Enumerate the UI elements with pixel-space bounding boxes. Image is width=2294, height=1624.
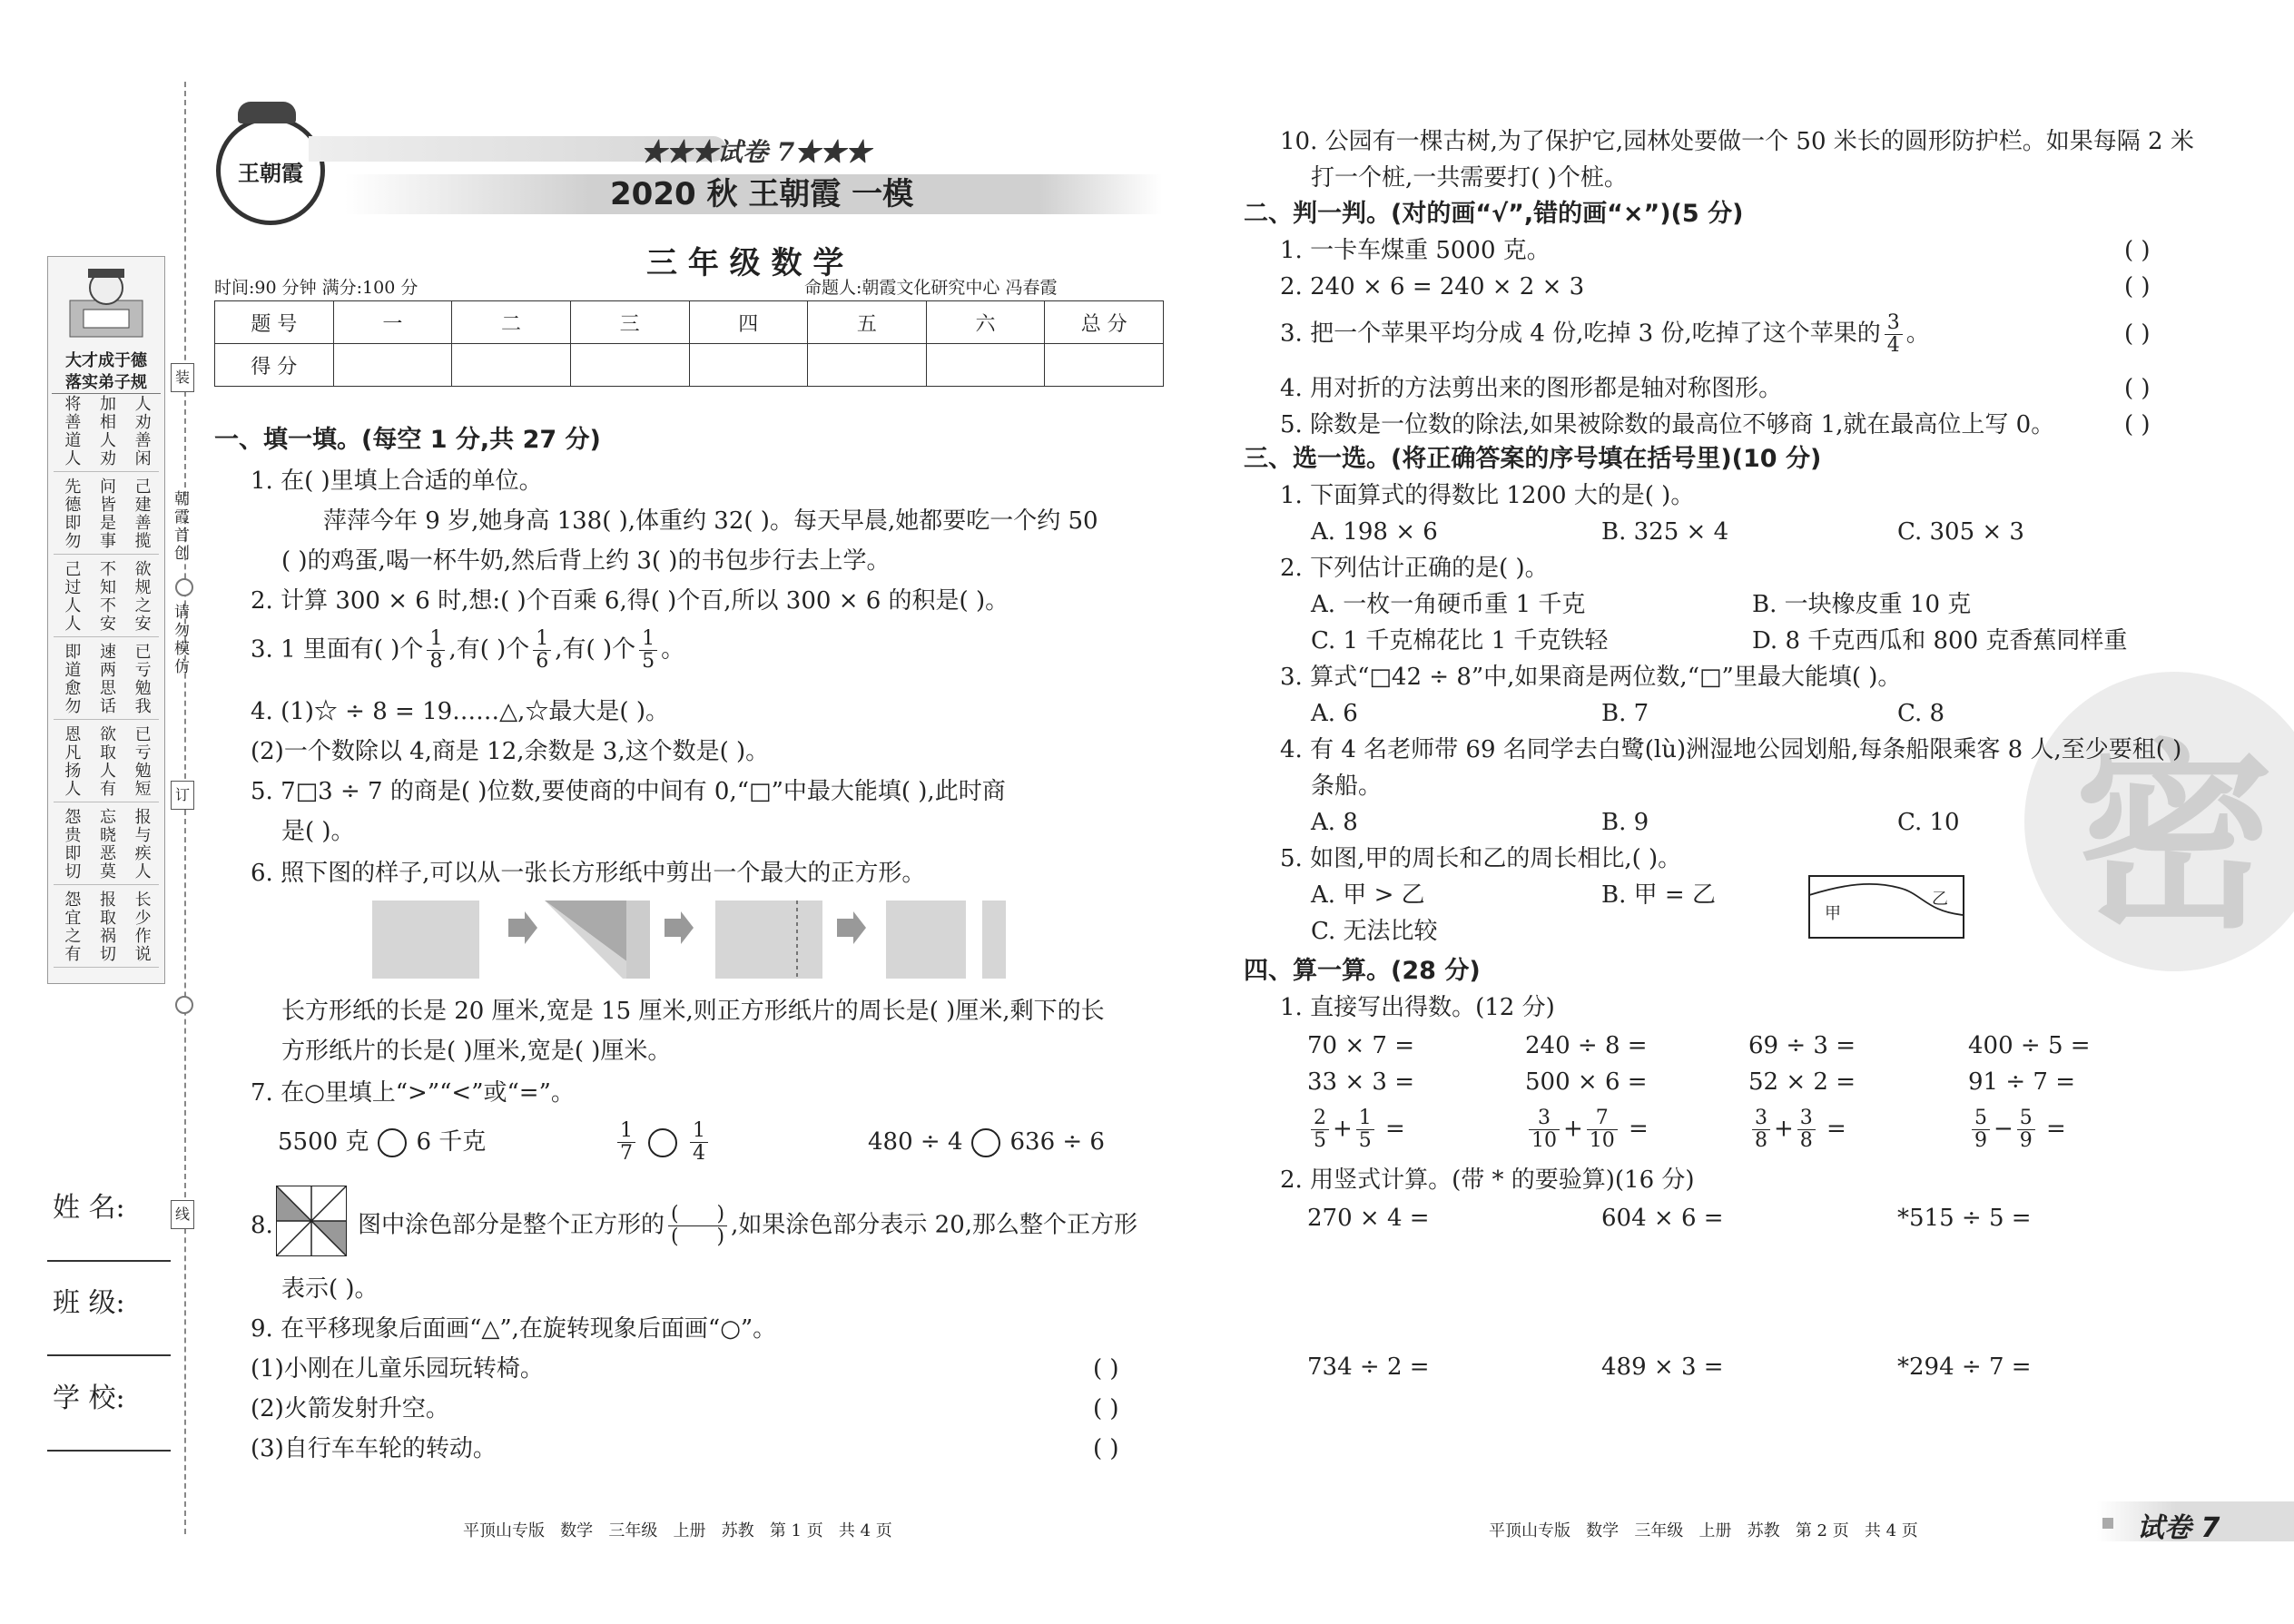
p1-q9: 9. 在平移现象后面画“△”,在旋转现象后面画“○”。 xyxy=(251,1315,777,1343)
fraction-problem xyxy=(1307,1107,1405,1152)
p3-q5-opt-b[interactable]: B. 甲 = 乙 xyxy=(1601,881,1716,909)
p1-q5a: 5. 7□3 ÷ 7 的商是( )位数,要使商的中间有 0,“□”中最大能填( ),此时商 xyxy=(251,778,1006,805)
p3-q3-opt-b[interactable]: B. 7 xyxy=(1601,700,1649,727)
p3-q3-opt-c[interactable]: C. 8 xyxy=(1897,700,1945,727)
motto-group xyxy=(54,891,159,968)
fraction: $\frac{3}{10}$ xyxy=(1529,1107,1560,1152)
q6-cutting-figure xyxy=(372,901,1008,980)
p1-q9-item1: (1)小刚在儿童乐园玩转椅。 xyxy=(251,1355,544,1383)
equals-sign: = xyxy=(1620,1115,1649,1143)
p1-q6b: 方形纸片的长是( )厘米,宽是( )厘米。 xyxy=(281,1038,672,1065)
motto-column: 将善道人 xyxy=(62,395,82,468)
fraction-problem xyxy=(1968,1107,2066,1152)
part3-heading: 三、选一选。(将正确答案的序号填在括号里)(10 分) xyxy=(1244,445,1822,473)
score-table-header-cell: 二 xyxy=(452,301,571,344)
motto-column: 人劝善闲 xyxy=(132,395,152,468)
p1-q2: 2. 计算 300 × 6 时,想:( )个百乘 6,得( )个百,所以 300 × 6 的积是( )。 xyxy=(251,587,1009,615)
score-table-header-cell: 总 分 xyxy=(1045,301,1164,344)
p3-q3-opt-a[interactable]: A. 6 xyxy=(1311,700,1358,727)
seal-text-1: 朝霞首创 xyxy=(171,490,189,563)
motto-column: 先德即勿 xyxy=(62,477,82,550)
fraction: $\frac{1}{6}$ xyxy=(533,628,551,673)
paper-number: ★★★试卷 7★★★ xyxy=(641,137,871,167)
p3-q2-opt-c[interactable]: C. 1 千克棉花比 1 千克铁轻 xyxy=(1311,627,1609,655)
motto-column: 怨贵即切 xyxy=(62,808,82,881)
motto-group xyxy=(54,560,159,637)
answer-paren[interactable]: ( ) xyxy=(1093,1355,1119,1383)
p3-q4a: 4. 有 4 名老师带 69 名同学去白鹭(lù)洲湿地公园划船,每条船限乘客 8 人,至少要租( ) xyxy=(1280,736,2182,763)
corner-squares-icon xyxy=(2102,1518,2113,1529)
column-calc-problem: 604 × 6 = xyxy=(1601,1205,1724,1232)
operator: − xyxy=(1994,1115,2013,1143)
cut-mark-3: 线 xyxy=(171,1200,194,1229)
exam-title: 2020 秋 王朝霞 一模 xyxy=(610,176,914,212)
p1-q7-item3: 480 ÷ 4 636 ÷ 6 xyxy=(868,1128,1105,1156)
q5-perimeter-figure xyxy=(1808,875,1964,939)
p1-q4b: (2)一个数除以 4,商是 12,余数是 3,这个数是( )。 xyxy=(251,738,770,765)
motto-column: 加相人劝 xyxy=(96,395,116,468)
equals-sign: = xyxy=(2038,1115,2066,1143)
score-cell[interactable] xyxy=(1045,344,1164,387)
score-cell[interactable] xyxy=(926,344,1045,387)
p3-q1-opt-c[interactable]: C. 305 × 3 xyxy=(1897,518,2024,546)
school-field[interactable] xyxy=(47,1450,171,1452)
motto-column: 已亏勉短 xyxy=(132,725,152,798)
answer-paren[interactable]: ( ) xyxy=(2124,273,2151,300)
score-table-header-cell: 题 号 xyxy=(215,301,334,344)
seal-circle-icon xyxy=(175,578,193,596)
footer-tab xyxy=(2097,1501,2294,1544)
score-table-header-cell: 五 xyxy=(808,301,927,344)
fraction: $\frac{2}{5}$ xyxy=(1311,1107,1329,1152)
answer-paren[interactable]: ( ) xyxy=(1093,1395,1119,1422)
math-problem: 69 ÷ 3 = xyxy=(1748,1032,1856,1059)
score-table-header-cell: 四 xyxy=(689,301,808,344)
score-cell[interactable] xyxy=(333,344,452,387)
p3-q3: 3. 算式“□42 ÷ 8”中,如果商是两位数,“□”里最大能填( )。 xyxy=(1280,664,1902,691)
score-table-header-row xyxy=(215,301,1164,344)
fraction-blank[interactable]: $\frac{( )}{( )}$ xyxy=(668,1204,727,1248)
p1-q3: 3. 1 里面有( )个 $\frac{1}{8}$ ,有( )个 $\frac{1}{6}$ ,有( )个 $\frac{1}{5}$ 。 xyxy=(251,627,685,673)
answer-paren[interactable]: ( ) xyxy=(1093,1435,1119,1462)
column-calc-problem: 489 × 3 = xyxy=(1601,1353,1724,1381)
name-label: 姓 名: xyxy=(53,1192,125,1224)
seal-circle-icon xyxy=(175,996,193,1014)
score-table-header-cell: 三 xyxy=(570,301,689,344)
fraction-problem xyxy=(1525,1107,1649,1152)
motto-column: 恩凡扬人 xyxy=(62,725,82,798)
p1-q1-text-a: 萍萍今年 9 岁,她身高 138( ),体重约 32( )。每天早晨,她都要吃一个约 50 xyxy=(323,507,1098,535)
p4-q1: 1. 直接写出得数。(12 分) xyxy=(1280,994,1555,1021)
motto-sub: 落实弟子规 xyxy=(52,369,161,394)
operator: + xyxy=(1563,1115,1583,1143)
p1-q10a: 10. 公园有一棵古树,为了保护它,园林处要做一个 50 米长的圆形防护栏。如果每隔 2 米 xyxy=(1280,128,2194,155)
math-problem: 52 × 2 = xyxy=(1748,1068,1856,1096)
author-info: 命题人:朝霞文化研究中心 冯春霞 xyxy=(804,278,1058,298)
answer-paren[interactable]: ( ) xyxy=(2124,375,2151,402)
motto-column: 报取祸切 xyxy=(96,891,116,963)
p2-item5: 5. 除数是一位数的除法,如果被除数的最高位不够商 1,就在最高位上写 0。 xyxy=(1280,411,2055,438)
column-calc-problem: 734 ÷ 2 = xyxy=(1307,1353,1430,1381)
brand-logo xyxy=(216,116,325,225)
p3-q2-opt-b[interactable]: B. 一块橡皮重 10 克 xyxy=(1752,591,1972,618)
motto-column: 即道愈勿 xyxy=(62,643,82,715)
time-info: 时间:90 分钟 满分:100 分 xyxy=(214,278,418,298)
class-field[interactable] xyxy=(47,1354,171,1356)
logo-text: 王朝霞 xyxy=(238,159,303,186)
fraction: $\frac{1}{8}$ xyxy=(427,628,445,673)
p1-q9-item3: (3)自行车车轮的转动。 xyxy=(251,1435,497,1462)
math-problem: 500 × 6 = xyxy=(1525,1068,1648,1096)
motto-group xyxy=(54,725,159,802)
name-field[interactable] xyxy=(47,1260,171,1262)
p1-q1-text-b: ( )的鸡蛋,喝一杯牛奶,然后背上约 3( )的书包步行去上学。 xyxy=(281,547,891,575)
p1-q8-number: 8. xyxy=(251,1212,273,1239)
fig-label-yi: 乙 xyxy=(1932,890,1948,909)
p4-q2: 2. 用竖式计算。(带 * 的要验算)(16 分) xyxy=(1280,1166,1695,1194)
part1-heading: 一、填一填。(每空 1 分,共 27 分) xyxy=(214,426,601,454)
p3-q4-opt-b[interactable]: B. 9 xyxy=(1601,809,1649,836)
school-label: 学 校: xyxy=(53,1383,125,1414)
cut-mark-1: 装 xyxy=(171,363,194,392)
score-table xyxy=(214,300,1164,387)
p1-q8-text: 图中涂色部分是整个正方形的 $\frac{( )}{( )}$ ,如果涂色部分表示 20,那么整个正方形 xyxy=(358,1203,1138,1248)
p1-q7-item1: 5500 克 6 千克 xyxy=(278,1128,487,1156)
p3-q4-opt-c[interactable]: C. 10 xyxy=(1897,809,1960,836)
p1-q8d: 表示( )。 xyxy=(281,1275,379,1303)
math-problem: 240 ÷ 8 = xyxy=(1525,1032,1648,1059)
fraction: $\frac{3}{8}$ xyxy=(1752,1107,1770,1152)
score-table-header-cell: 一 xyxy=(333,301,452,344)
p3-q1: 1. 下面算式的得数比 1200 大的是( )。 xyxy=(1280,482,1695,509)
column-calc-problem: *515 ÷ 5 = xyxy=(1897,1205,2032,1232)
part2-heading: 二、判一判。(对的画“√”,错的画“×”)(5 分) xyxy=(1244,200,1744,228)
motto-group xyxy=(54,643,159,720)
compare-circle-blank[interactable] xyxy=(971,1128,1000,1157)
fraction: $\frac{5}{9}$ xyxy=(1972,1107,1990,1152)
math-problem: 70 × 7 = xyxy=(1307,1032,1414,1059)
p3-q2-opt-d[interactable]: D. 8 千克西瓜和 800 克香蕉同样重 xyxy=(1752,627,2128,655)
score-table-header-cell: 六 xyxy=(926,301,1045,344)
p1-q1: 1. 在( )里填上合适的单位。 xyxy=(251,468,543,495)
p2-item2: 2. 240 × 6 = 240 × 2 × 3 xyxy=(1280,273,1585,300)
p1-q6: 6. 照下图的样子,可以从一张长方形纸中剪出一个最大的正方形。 xyxy=(251,860,926,887)
p3-q1-opt-b[interactable]: B. 325 × 4 xyxy=(1601,518,1729,546)
motto-group xyxy=(54,808,159,885)
answer-paren[interactable]: ( ) xyxy=(2124,411,2151,438)
score-cell[interactable] xyxy=(570,344,689,387)
fraction: $\frac{1}{5}$ xyxy=(639,628,657,673)
motto-column: 已亏勉我 xyxy=(132,643,152,715)
motto-column: 怨宜之有 xyxy=(62,891,82,963)
scholar-illustration xyxy=(61,264,152,346)
motto-title: 大才成于德 xyxy=(65,351,147,370)
p3-q4-opt-a[interactable]: A. 8 xyxy=(1311,809,1358,836)
p2-item3: 3. 把一个苹果平均分成 4 份,吃掉 3 份,吃掉了这个苹果的 $\frac{3}{4}$ 。 xyxy=(1280,311,1930,357)
motto-column: 长少作说 xyxy=(132,891,152,963)
answer-paren[interactable]: ( ) xyxy=(2124,237,2151,264)
p3-q5-opt-a[interactable]: A. 甲 > 乙 xyxy=(1311,881,1425,909)
watermark-seal xyxy=(2024,672,2294,971)
fig-label-jia: 甲 xyxy=(1825,904,1841,923)
answer-paren[interactable]: ( ) xyxy=(2124,320,2151,348)
p3-q1-opt-a[interactable]: A. 198 × 6 xyxy=(1311,518,1438,546)
column-calc-problem: *294 ÷ 7 = xyxy=(1897,1353,2032,1381)
equals-sign: = xyxy=(1818,1115,1846,1143)
footer-tab-label: 试卷 7 xyxy=(2137,1512,2220,1544)
class-label: 班 级: xyxy=(53,1287,125,1319)
fraction: $\frac{5}{9}$ xyxy=(2017,1107,2035,1152)
fraction-problem xyxy=(1748,1107,1846,1152)
p1-q6a: 长方形纸的长是 20 厘米,宽是 15 厘米,则正方形纸片的周长是( )厘米,剩下的长 xyxy=(281,998,1105,1025)
motto-columns xyxy=(54,395,159,976)
motto-column: 己建善揽 xyxy=(132,477,152,550)
motto-box xyxy=(47,256,165,984)
footer-right: 平顶山专版 数学 三年级 上册 苏教 第 2 页 共 4 页 xyxy=(1489,1521,1918,1540)
fraction: $\frac{3}{8}$ xyxy=(1797,1107,1816,1152)
motto-group xyxy=(54,477,159,555)
p3-q5-opt-c[interactable]: C. 无法比较 xyxy=(1311,918,1438,945)
motto-column: 欲规之安 xyxy=(132,560,152,633)
subject-title: 三 年 级 数 学 xyxy=(646,245,844,281)
logo-crown-icon xyxy=(238,102,296,123)
fraction: $\frac{7}{10}$ xyxy=(1587,1107,1618,1152)
column-calc-problem: 270 × 4 = xyxy=(1307,1205,1430,1232)
math-problem: 91 ÷ 7 = xyxy=(1968,1068,2075,1096)
motto-column: 欲取人有 xyxy=(96,725,116,798)
p1-q5b: 是( )。 xyxy=(281,818,355,845)
compare-circle-blank[interactable] xyxy=(648,1128,677,1157)
p1-q7: 7. 在○里填上“>”“<”或“=”。 xyxy=(251,1079,575,1107)
motto-column: 忘晓恶莫 xyxy=(96,808,116,881)
score-cell[interactable] xyxy=(689,344,808,387)
cut-mark-2: 订 xyxy=(171,781,194,810)
operator: + xyxy=(1333,1115,1353,1143)
score-table-score-row xyxy=(215,344,1164,387)
motto-column: 报与疾人 xyxy=(132,808,152,881)
motto-column: 己过人人 xyxy=(62,560,82,633)
math-problem: 400 ÷ 5 = xyxy=(1968,1032,2091,1059)
p2-item1: 1. 一卡车煤重 5000 克。 xyxy=(1280,237,1551,264)
part4-heading: 四、算一算。(28 分) xyxy=(1244,957,1481,985)
motto-group xyxy=(54,395,159,472)
q8-square-figure xyxy=(276,1186,347,1256)
footer-left: 平顶山专版 数学 三年级 上册 苏教 第 1 页 共 4 页 xyxy=(463,1521,892,1540)
motto-column: 问皆是事 xyxy=(96,477,116,550)
equals-sign: = xyxy=(1377,1115,1405,1143)
score-row-label: 得 分 xyxy=(215,344,334,387)
score-cell[interactable] xyxy=(452,344,571,387)
p3-q5: 5. 如图,甲的周长和乙的周长相比,( )。 xyxy=(1280,845,1682,872)
score-cell[interactable] xyxy=(808,344,927,387)
p3-q2: 2. 下列估计正确的是( )。 xyxy=(1280,555,1549,582)
p1-q4a: 4. (1)☆ ÷ 8 = 19……△,☆最大是( )。 xyxy=(251,698,669,725)
motto-column: 不知不安 xyxy=(96,560,116,633)
motto-column: 速两思话 xyxy=(96,643,116,715)
seal-text-2: 请勿模仿 xyxy=(171,604,189,676)
watermark-text: 密 xyxy=(2073,723,2274,955)
p1-q10b: 打一个桩,一共需要打( )个桩。 xyxy=(1311,164,1628,192)
p2-item4: 4. 用对折的方法剪出来的图形都是轴对称图形。 xyxy=(1280,375,1783,402)
fraction: $\frac{1}{5}$ xyxy=(1356,1107,1374,1152)
p3-q4b: 条船。 xyxy=(1311,773,1383,800)
p3-q2-opt-a[interactable]: A. 一枚一角硬币重 1 千克 xyxy=(1311,591,1586,618)
math-problem: 33 × 3 = xyxy=(1307,1068,1414,1096)
compare-circle-blank[interactable] xyxy=(378,1128,407,1157)
p1-q7-item2: $\frac{1}{7}$ $\frac{1}{4}$ xyxy=(614,1120,712,1165)
p1-q9-item2: (2)火箭发射升空。 xyxy=(251,1395,449,1422)
operator: + xyxy=(1774,1115,1794,1143)
